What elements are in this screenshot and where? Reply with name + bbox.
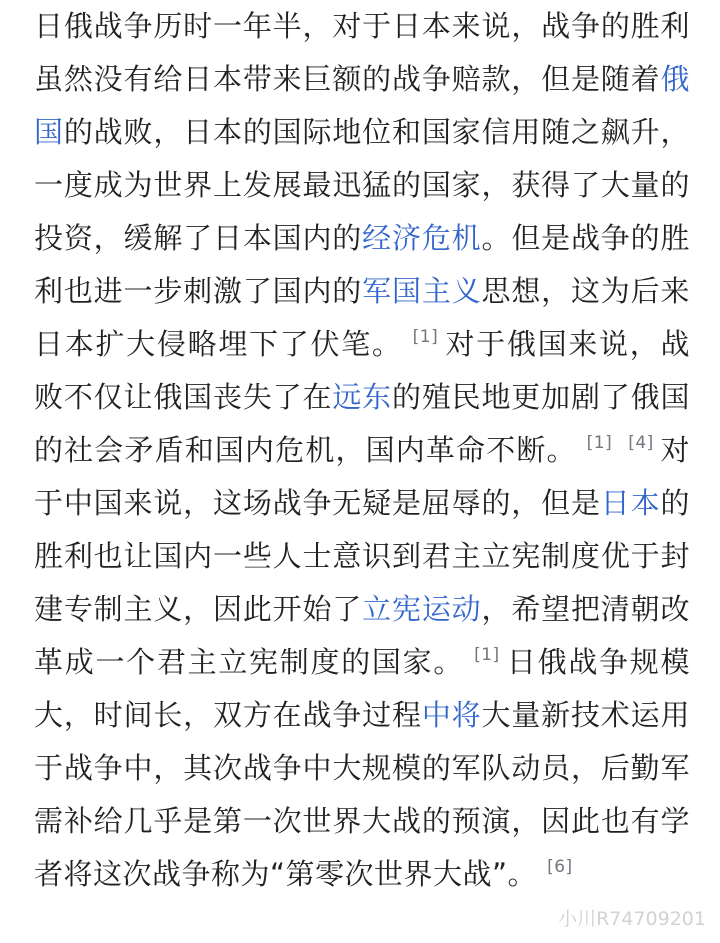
- paragraph-text: 对于中国来说，这场战争无疑是屈辱的，但是: [34, 433, 690, 520]
- paragraph-text: 。但是战争的胜利也进一步刺激了国内的: [34, 221, 690, 308]
- citation-ref-1[interactable]: [1]: [586, 433, 613, 453]
- paragraph-text: 日俄战争历时一年半，对于日本来说，战争的胜利虽然没有给日本带来巨额的战争赔款，但是随着: [34, 9, 690, 96]
- link-far-east[interactable]: 远东: [332, 380, 392, 414]
- paragraph-text: 思想，这为后来日本扩大侵略埋下了伏笔。: [34, 274, 690, 361]
- citation-ref-4[interactable]: [4]: [628, 433, 654, 453]
- paragraph-text: 的殖民地更加剧了俄国的社会矛盾和国内危机，国内革命不断。: [34, 380, 690, 467]
- link-militarism[interactable]: 军国主义: [362, 274, 482, 308]
- paragraph-text: 大量新技术运用于战争中，其次战争中大规模的军队动员，后勤军需补给几乎是第一次世界大战的预演，因此也有学者将这次战争称为“第零次世界大战”。: [34, 698, 690, 891]
- paragraph-text: ，希望把清朝改革成一个君主立宪制度的国家。: [34, 592, 690, 679]
- paragraph-text: 的胜利也让国内一些人士意识到君主立宪制度优于封建专制主义，因此开始了: [34, 486, 690, 626]
- citation-ref-1[interactable]: [1]: [474, 645, 500, 665]
- link-economic-crisis[interactable]: 经济危机: [362, 221, 482, 255]
- citation-ref-1[interactable]: [1]: [412, 327, 439, 347]
- citation-ref-6[interactable]: [6]: [547, 857, 573, 877]
- link-constitutional-movement[interactable]: 立宪运动: [362, 592, 482, 626]
- paragraph-text: 对于俄国来说，战败不仅让俄国丧失了在: [34, 327, 690, 414]
- link-japan[interactable]: 日本: [600, 486, 661, 520]
- paragraph-text: 日俄战争规模大，时间长，双方在战争过程: [34, 645, 690, 732]
- link-lieutenant-general[interactable]: 中将: [421, 698, 482, 732]
- paragraph-text: 的战败，日本的国际地位和国家信用随之飙升，一度成为世界上发展最迅猛的国家，获得了大量的投资，缓解了日本国内的: [34, 115, 690, 255]
- link-russia[interactable]: 俄国: [34, 62, 690, 149]
- article-paragraph: [34, 0, 690, 901]
- watermark: 小川R74709201: [558, 908, 706, 930]
